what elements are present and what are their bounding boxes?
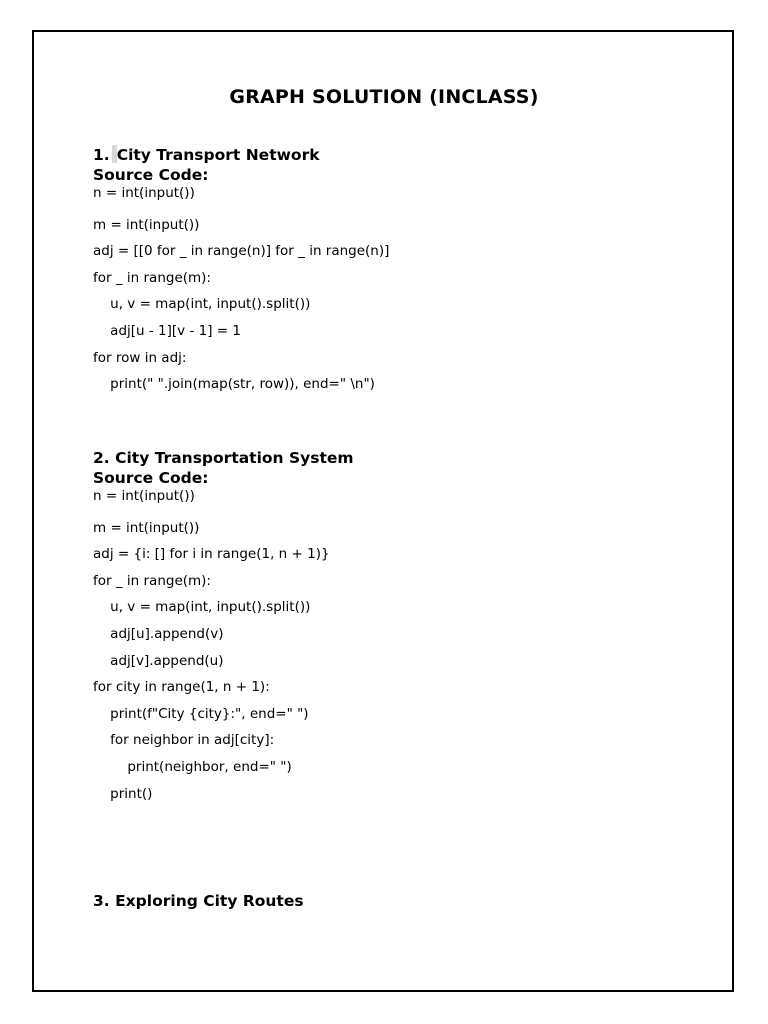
code-line: for _ in range(m): <box>93 269 211 286</box>
section-title: Exploring City Routes <box>115 892 304 910</box>
code-line: for row in adj: <box>93 349 187 366</box>
code-line: adj[u - 1][v - 1] = 1 <box>93 322 241 339</box>
code-line: n = int(input()) <box>93 185 195 201</box>
section-heading <box>93 891 713 911</box>
code-line: adj[u].append(v) <box>93 625 224 642</box>
source-code-label: Source Code: <box>93 166 209 184</box>
code-line: m = int(input()) <box>93 519 200 536</box>
section-heading <box>93 448 713 468</box>
code-line: print(" ".join(map(str, row)), end=" \n") <box>93 376 375 393</box>
code-line: adj = [[0 for _ in range(n)] for _ in range(n)] <box>93 243 390 260</box>
section-city-transportation-system <box>93 448 713 807</box>
code-line: m = int(input()) <box>93 216 200 233</box>
section-title: City Transportation System <box>115 449 354 467</box>
code-line: u, v = map(int, input().split()) <box>93 599 311 616</box>
section-heading <box>93 145 713 165</box>
code-block <box>93 488 713 807</box>
code-line: adj = {i: [] for i in range(1, n + 1)} <box>93 546 330 563</box>
code-line: print(f"City {city}:", end=" ") <box>93 705 309 722</box>
code-line: for _ in range(m): <box>93 572 211 589</box>
code-line: for neighbor in adj[city]: <box>93 732 275 749</box>
section-number: 2. <box>93 449 110 467</box>
code-line: u, v = map(int, input().split()) <box>93 296 311 313</box>
section-city-transport-network <box>93 145 713 398</box>
section-number: 3. <box>93 892 110 910</box>
code-line: for city in range(1, n + 1): <box>93 679 270 696</box>
code-block <box>93 185 713 398</box>
section-title: City Transport Network <box>116 146 320 164</box>
section-number: 1. <box>93 146 110 164</box>
code-line: print(neighbor, end=" ") <box>93 758 292 775</box>
document-title: GRAPH SOLUTION (INCLASS) <box>229 86 539 108</box>
source-code-label: Source Code: <box>93 469 209 487</box>
section-exploring-city-routes <box>93 891 713 911</box>
code-line: n = int(input()) <box>93 488 195 504</box>
code-line: adj[v].append(u) <box>93 652 224 669</box>
code-line: print() <box>93 785 153 802</box>
